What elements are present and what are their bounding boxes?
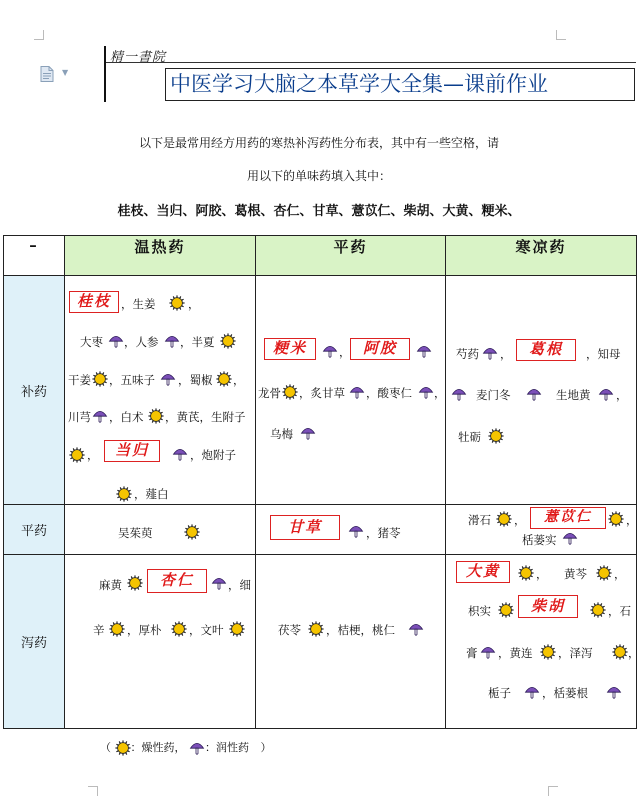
herb-item: ， <box>233 373 245 387</box>
herb-item: ， <box>616 388 628 402</box>
sun-icon <box>488 428 504 444</box>
herb-item: 枳实 <box>468 604 491 618</box>
mushroom-icon <box>300 425 316 441</box>
chevron-down-icon[interactable]: ▼ <box>62 68 69 77</box>
brand-logo-text: 精一書院 <box>110 50 167 65</box>
herb-item: 生地黄 <box>556 388 591 402</box>
page-title: 中医学习大脑之本草学大全集—课前作业 <box>165 68 635 101</box>
header-neutral: 平药 <box>256 236 446 276</box>
sun-icon <box>308 621 324 637</box>
mushroom-icon <box>480 644 496 660</box>
herb-item: ， <box>626 513 638 527</box>
sun-icon <box>612 644 628 660</box>
mushroom-icon <box>451 386 467 402</box>
margin-corner-mark <box>34 30 44 40</box>
sun-icon <box>148 408 164 424</box>
herb-item: ，炮附子 <box>190 448 236 462</box>
herb-item: ，桔梗，桃仁 <box>326 623 395 637</box>
answer-box[interactable]: 大黄 <box>456 561 510 583</box>
herb-item: 牡砺 <box>458 430 481 444</box>
row-label-purge: 泻药 <box>4 555 65 729</box>
margin-corner-mark <box>548 786 558 796</box>
table-row <box>4 276 637 505</box>
sun-icon <box>171 621 187 637</box>
mushroom-icon <box>160 371 176 387</box>
answer-box[interactable]: 粳米 <box>264 338 316 360</box>
cell-purge-neutral <box>256 555 446 729</box>
herb-item: 川芎 <box>68 410 91 424</box>
herb-item: ，厚朴 <box>127 623 162 637</box>
herb-item: ， <box>434 386 446 400</box>
herb-item: ， <box>87 448 99 462</box>
sun-icon <box>115 740 131 756</box>
herb-item: ， <box>628 646 640 660</box>
sun-icon <box>498 602 514 618</box>
herb-item: ，蜀椒 <box>178 373 213 387</box>
sun-icon <box>127 575 143 591</box>
sun-icon <box>590 602 606 618</box>
herb-item: ， <box>514 513 526 527</box>
herb-item: 栀子 <box>488 686 511 700</box>
mushroom-icon <box>418 384 434 400</box>
mushroom-icon <box>482 345 498 361</box>
herb-item: 茯苓 <box>278 623 301 637</box>
cell-tonify-warm <box>65 276 256 505</box>
legend-paren: ） <box>260 741 272 754</box>
herb-item: ，五味子 <box>109 373 155 387</box>
table-row <box>4 555 637 729</box>
herb-item: 吴茱萸 <box>118 526 153 540</box>
header-divider <box>104 46 106 102</box>
mushroom-icon <box>322 343 338 359</box>
herb-item: ，黄芪，生附子 <box>165 410 246 424</box>
intro-line-1: 以下是最常用经方用药的寒热补泻药性分布表，其中有一些空格，请 <box>138 136 499 150</box>
mushroom-icon <box>524 684 540 700</box>
mushroom-icon <box>526 386 542 402</box>
mushroom-icon <box>189 740 205 756</box>
icon-legend <box>100 739 272 756</box>
answer-box[interactable]: 当归 <box>104 440 160 462</box>
mushroom-icon <box>348 523 364 539</box>
herb-word-bank: 桂枝、当归、阿胶、葛根、杏仁、甘草、薏苡仁、柴胡、大黄、粳米、 <box>117 204 521 219</box>
herb-item: ，猪苓 <box>366 526 401 540</box>
mushroom-icon <box>598 386 614 402</box>
intro-line-2: 用以下的单味药填入其中： <box>246 169 391 183</box>
herb-item: 黄芩 <box>564 567 587 581</box>
sun-icon <box>116 486 132 502</box>
sun-icon <box>540 644 556 660</box>
sun-icon <box>282 384 298 400</box>
herb-item: ，文叶 <box>189 623 224 637</box>
margin-corner-mark <box>556 30 566 40</box>
answer-box[interactable]: 葛根 <box>516 339 576 361</box>
row-label-neutral: 平药 <box>4 505 65 555</box>
herb-item: ，薤白 <box>134 487 169 501</box>
table-header-row <box>4 236 637 276</box>
herb-item: 乌梅 <box>270 427 293 441</box>
mushroom-icon <box>92 408 108 424</box>
herb-item: 麦门冬 <box>476 388 511 402</box>
herb-item: ，石 <box>608 604 631 618</box>
herb-property-table <box>3 235 640 729</box>
herb-item: ， <box>536 567 548 581</box>
sun-icon <box>169 295 185 311</box>
document-icon[interactable] <box>40 66 54 82</box>
legend-paren: （ <box>100 741 111 754</box>
herb-item: 辛 <box>93 623 105 637</box>
sun-icon <box>518 565 534 581</box>
herb-item: ，栝蒌根 <box>542 686 588 700</box>
sun-icon <box>184 524 200 540</box>
herb-item: 干姜 <box>68 373 91 387</box>
herb-item: ，泽泻 <box>558 646 593 660</box>
herb-item: ，炙甘草 <box>299 386 345 400</box>
answer-box[interactable]: 甘草 <box>270 515 340 540</box>
mushroom-icon <box>606 684 622 700</box>
herb-item: 麻黄 <box>99 578 122 592</box>
legend-moist-label: ：润性药 <box>205 741 249 754</box>
mushroom-icon <box>349 384 365 400</box>
cell-tonify-cold <box>446 276 637 505</box>
legend-dry-label: ：燥性药， <box>130 741 186 754</box>
herb-item: ， <box>500 347 512 361</box>
answer-box[interactable]: 薏苡仁 <box>530 507 606 529</box>
herb-item: 滑石 <box>468 513 491 527</box>
sun-icon <box>608 511 624 527</box>
herb-item: 芍药 <box>456 347 479 361</box>
margin-corner-mark <box>88 786 98 796</box>
cell-neutral-cold <box>446 505 637 555</box>
mushroom-icon <box>211 575 227 591</box>
header-cold: 寒凉药 <box>446 236 637 276</box>
sun-icon <box>69 447 85 463</box>
answer-box[interactable]: 柴胡 <box>518 595 578 618</box>
herb-item: 膏 <box>466 646 478 660</box>
mushroom-icon <box>416 343 432 359</box>
herb-item: 栝蒌实 <box>522 533 557 547</box>
header-warm: 温热药 <box>65 236 256 276</box>
sun-icon <box>596 565 612 581</box>
herb-item: ， <box>188 297 200 311</box>
sun-icon <box>216 371 232 387</box>
answer-box[interactable]: 阿胶 <box>350 338 410 360</box>
herb-item: ，酸枣仁 <box>366 386 412 400</box>
sun-icon <box>496 511 512 527</box>
table-corner: – <box>4 236 65 276</box>
sun-icon <box>220 333 236 349</box>
cell-neutral-warm <box>65 505 256 555</box>
cell-tonify-neutral <box>256 276 446 505</box>
mushroom-icon <box>108 333 124 349</box>
cell-purge-cold <box>446 555 640 729</box>
sun-icon <box>229 621 245 637</box>
answer-box[interactable]: 桂枝 <box>69 291 119 313</box>
herb-item: ，细 <box>228 578 251 592</box>
cell-neutral-neutral <box>256 505 446 555</box>
herb-item: ，生姜 <box>121 297 156 311</box>
herb-item: ，人参 <box>124 335 159 349</box>
herb-item: ，黄连 <box>498 646 533 660</box>
herb-item: ，知母 <box>586 347 621 361</box>
answer-box[interactable]: 杏仁 <box>147 569 207 593</box>
herb-item: 龙骨 <box>258 386 281 400</box>
table-row <box>4 505 637 555</box>
mushroom-icon <box>164 333 180 349</box>
mushroom-icon <box>562 530 578 546</box>
herb-item: ， <box>614 567 626 581</box>
sun-icon <box>92 371 108 387</box>
mushroom-icon <box>172 446 188 462</box>
mushroom-icon <box>408 621 424 637</box>
herb-item: ，半夏 <box>180 335 215 349</box>
herb-item: 大枣 <box>80 335 103 349</box>
cell-purge-warm <box>65 555 256 729</box>
herb-item: ， <box>339 345 351 359</box>
row-label-tonify: 补药 <box>4 276 65 505</box>
herb-item: ，白术 <box>109 410 144 424</box>
header-rule <box>106 62 636 63</box>
sun-icon <box>109 621 125 637</box>
